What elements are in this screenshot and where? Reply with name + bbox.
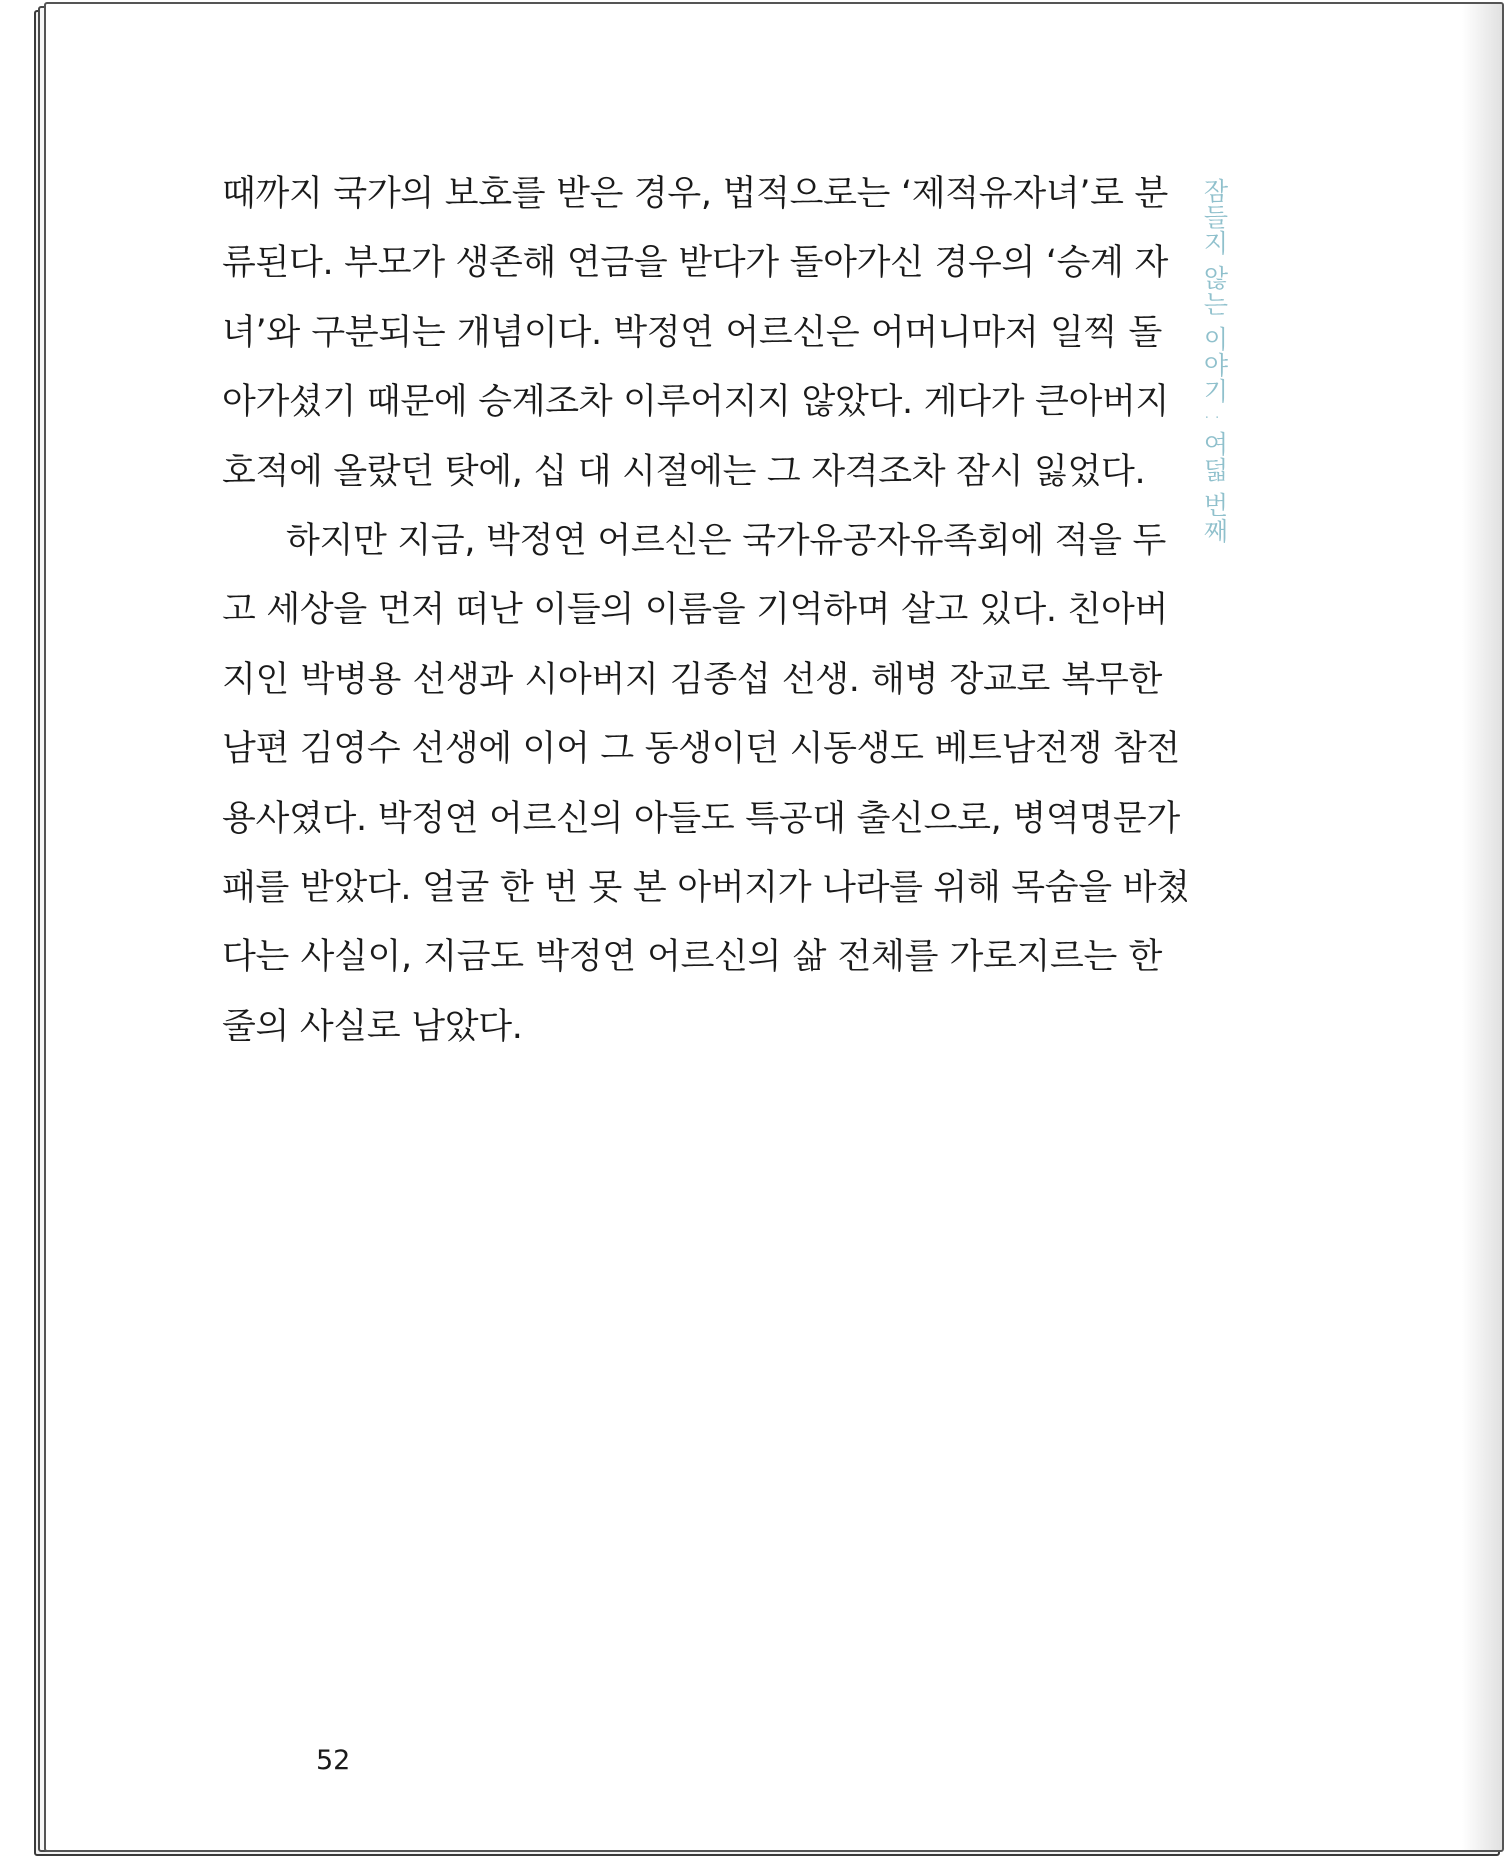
text-line: 녀’와 구분되는 개념이다. 박정연 어르신은 어머니마저 일찍 돌 xyxy=(222,312,1162,353)
text-line: 줄의 사실로 남았다. xyxy=(222,1006,523,1047)
running-head: 잠들지 않는 이야기 : 여덟 번째 xyxy=(1200,178,1229,545)
text-line: 호적에 올랐던 탓에, 십 대 시절에는 그 자격조차 잠시 잃었다. xyxy=(222,451,1146,492)
text-line: 류된다. 부모가 생존해 연금을 받다가 돌아가신 경우의 ‘승계 자 xyxy=(222,243,1169,284)
text-line: 다는 사실이, 지금도 박정연 어르신의 삶 전체를 가로지르는 한 xyxy=(222,937,1162,978)
text-line: 지인 박병용 선생과 시아버지 김종섭 선생. 해병 장교로 복무한 xyxy=(222,659,1162,700)
page-number: 52 xyxy=(316,1745,351,1776)
text-line: 고 세상을 먼저 떠난 이들의 이름을 기억하며 살고 있다. 친아버 xyxy=(222,590,1169,631)
text-line-paragraph-start: 하지만 지금, 박정연 어르신은 국가유공자유족회에 적을 두 xyxy=(286,521,1167,562)
page-gutter-shadow xyxy=(1462,4,1502,1850)
text-line: 아가셨기 때문에 승계조차 이루어지지 않았다. 게다가 큰아버지 xyxy=(222,382,1170,423)
text-line: 용사였다. 박정연 어르신의 아들도 특공대 출신으로, 병역명문가 xyxy=(222,798,1180,839)
text-line: 남편 김영수 선생에 이어 그 동생이던 시동생도 베트남전쟁 참전 xyxy=(222,729,1180,770)
text-line: 때까지 국가의 보호를 받은 경우, 법적으로는 ‘제적유자녀’로 분 xyxy=(222,174,1169,214)
body-text xyxy=(222,160,1190,1062)
text-line: 패를 받았다. 얼굴 한 번 못 본 아버지가 나라를 위해 목숨을 바쳤 xyxy=(222,868,1190,909)
